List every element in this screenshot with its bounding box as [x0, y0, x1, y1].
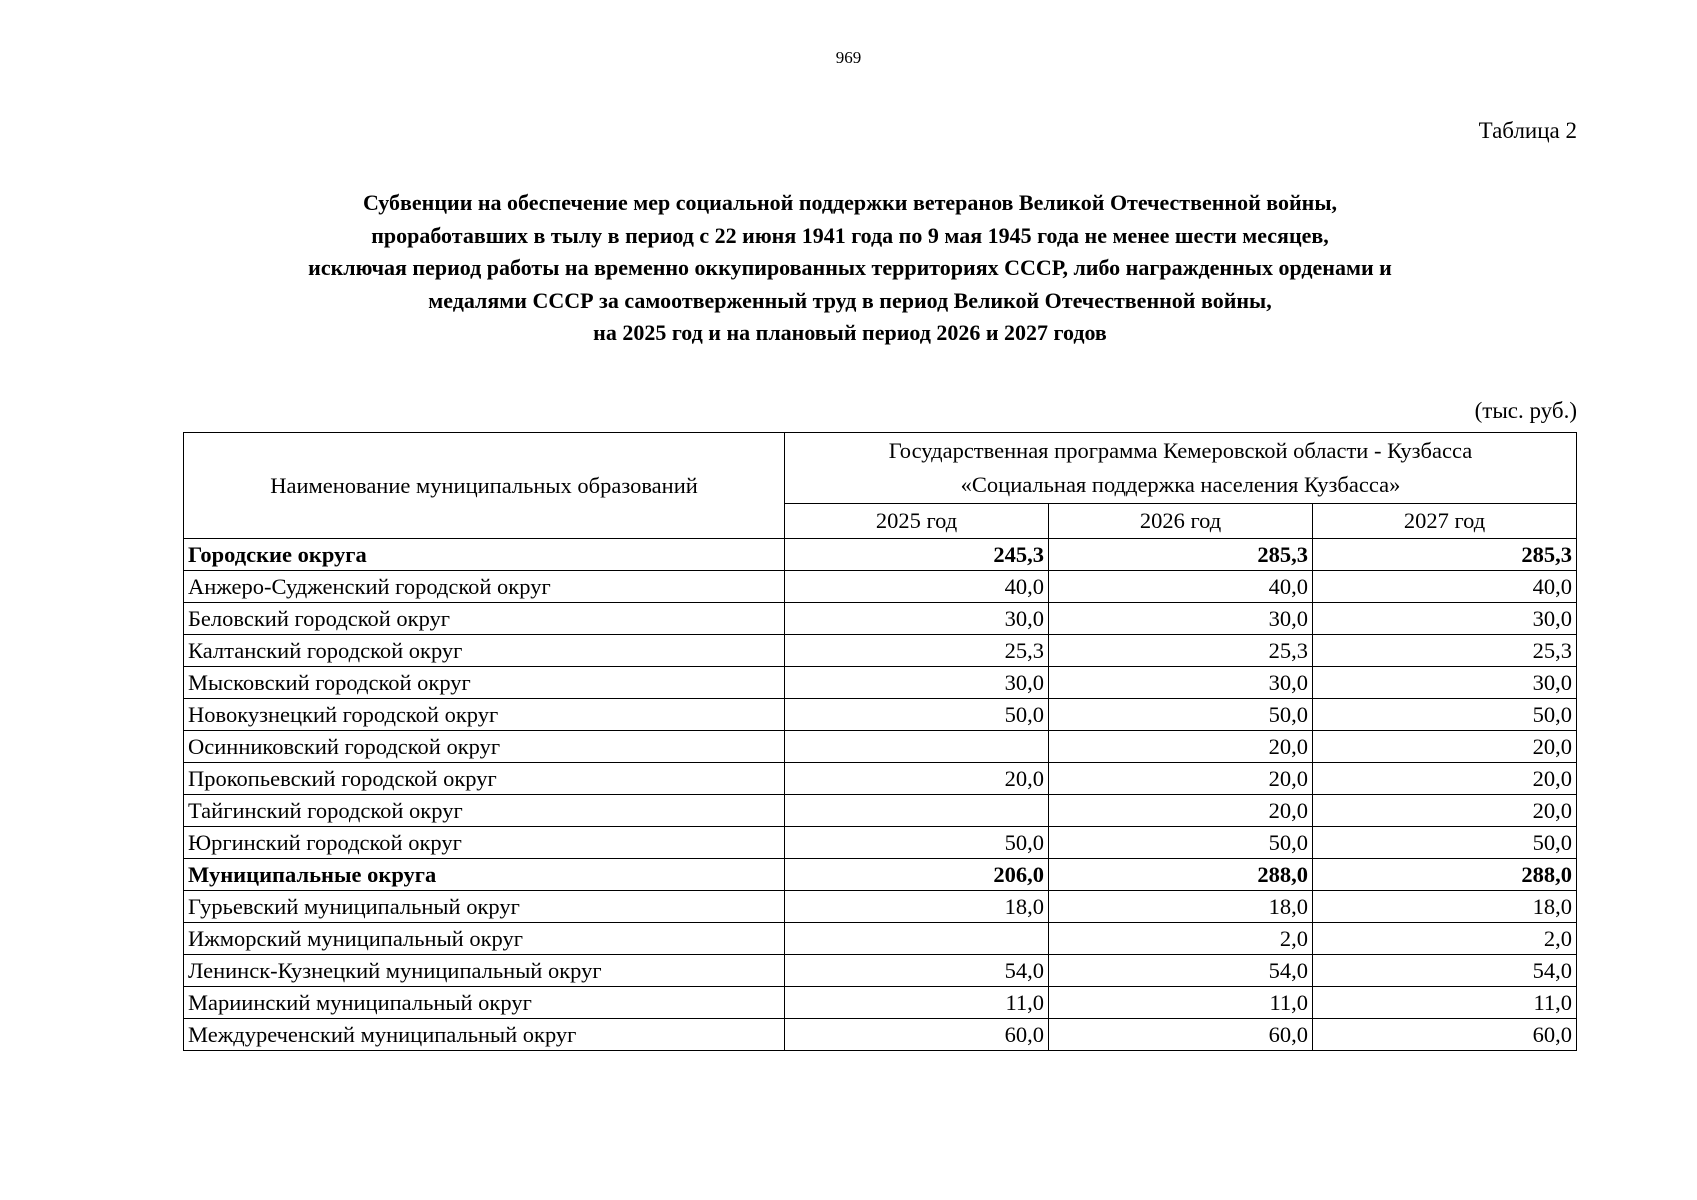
municipality-name-cell: Новокузнецкий городской округ — [184, 699, 785, 731]
value-2027-cell: 2,0 — [1313, 923, 1577, 955]
table-group-row — [184, 539, 1577, 571]
table-row — [184, 1019, 1577, 1051]
document-title — [150, 187, 1550, 350]
municipality-name-cell: Юргинский городской округ — [184, 827, 785, 859]
value-2025-cell: 18,0 — [785, 891, 1049, 923]
table-row — [184, 891, 1577, 923]
municipality-name-cell: Мысковский городской округ — [184, 667, 785, 699]
page-number: 969 — [835, 48, 862, 67]
municipality-name-cell: Калтанский городской округ — [184, 635, 785, 667]
year-header-2026: 2026 год — [1049, 504, 1313, 539]
program-header-line: Государственная программа Кемеровской области - Кузбасса — [888, 438, 1473, 463]
municipality-name-cell: Городские округа — [184, 539, 785, 571]
value-2026-cell: 50,0 — [1049, 827, 1313, 859]
value-2027-cell: 285,3 — [1313, 539, 1577, 571]
value-2025-cell: 206,0 — [785, 859, 1049, 891]
value-2027-cell: 25,3 — [1313, 635, 1577, 667]
value-2026-cell: 40,0 — [1049, 571, 1313, 603]
value-2027-cell: 60,0 — [1313, 1019, 1577, 1051]
value-2026-cell: 50,0 — [1049, 699, 1313, 731]
table-body — [184, 539, 1577, 1051]
value-2027-cell: 18,0 — [1313, 891, 1577, 923]
subvention-table — [183, 432, 1577, 1051]
value-2025-cell — [785, 795, 1049, 827]
table-label: Таблица 2 — [1478, 118, 1577, 143]
value-2027-cell: 30,0 — [1313, 603, 1577, 635]
program-column-header — [785, 433, 1577, 504]
municipality-name-cell: Муниципальные округа — [184, 859, 785, 891]
value-2027-cell: 50,0 — [1313, 699, 1577, 731]
year-header-2027: 2027 год — [1313, 504, 1577, 539]
municipality-name-cell: Междуреченский муниципальный округ — [184, 1019, 785, 1051]
municipality-name-cell: Осинниковский городской округ — [184, 731, 785, 763]
value-2026-cell: 30,0 — [1049, 667, 1313, 699]
value-2026-cell: 288,0 — [1049, 859, 1313, 891]
value-2026-cell: 20,0 — [1049, 731, 1313, 763]
title-line: проработавших в тылу в период с 22 июня 1941 года по 9 мая 1945 года не менее шести месяцев, — [371, 222, 1329, 248]
value-2025-cell: 60,0 — [785, 1019, 1049, 1051]
municipality-name-cell: Прокопьевский городской округ — [184, 763, 785, 795]
value-2026-cell: 2,0 — [1049, 923, 1313, 955]
table-row — [184, 955, 1577, 987]
value-2025-cell: 30,0 — [785, 603, 1049, 635]
table-row — [184, 699, 1577, 731]
value-2027-cell: 54,0 — [1313, 955, 1577, 987]
municipality-name-cell: Тайгинский городской округ — [184, 795, 785, 827]
municipality-name-cell: Мариинский муниципальный округ — [184, 987, 785, 1019]
value-2025-cell: 11,0 — [785, 987, 1049, 1019]
value-2027-cell: 20,0 — [1313, 763, 1577, 795]
value-2025-cell: 50,0 — [785, 699, 1049, 731]
table-row — [184, 571, 1577, 603]
value-2025-cell: 54,0 — [785, 955, 1049, 987]
value-2027-cell: 40,0 — [1313, 571, 1577, 603]
municipality-name-cell: Беловский городской округ — [184, 603, 785, 635]
value-2027-cell: 20,0 — [1313, 731, 1577, 763]
table-row — [184, 923, 1577, 955]
municipality-name-cell: Ижморский муниципальный округ — [184, 923, 785, 955]
value-2025-cell — [785, 731, 1049, 763]
municipality-name-cell: Анжеро-Судженский городской округ — [184, 571, 785, 603]
table-row — [184, 667, 1577, 699]
value-2027-cell: 20,0 — [1313, 795, 1577, 827]
year-header-2025: 2025 год — [785, 504, 1049, 539]
value-2027-cell: 30,0 — [1313, 667, 1577, 699]
value-2026-cell: 54,0 — [1049, 955, 1313, 987]
table-group-row — [184, 859, 1577, 891]
units-label: (тыс. руб.) — [1474, 398, 1577, 423]
table-row — [184, 763, 1577, 795]
value-2025-cell: 40,0 — [785, 571, 1049, 603]
value-2026-cell: 20,0 — [1049, 795, 1313, 827]
value-2027-cell: 288,0 — [1313, 859, 1577, 891]
value-2026-cell: 60,0 — [1049, 1019, 1313, 1051]
value-2025-cell: 25,3 — [785, 635, 1049, 667]
value-2025-cell — [785, 923, 1049, 955]
title-line: медалями СССР за самоотверженный труд в период Великой Отечественной войны, — [428, 287, 1272, 313]
value-2025-cell: 50,0 — [785, 827, 1049, 859]
municipality-name-cell: Ленинск-Кузнецкий муниципальный округ — [184, 955, 785, 987]
value-2026-cell: 30,0 — [1049, 603, 1313, 635]
value-2025-cell: 30,0 — [785, 667, 1049, 699]
table-row — [184, 731, 1577, 763]
value-2026-cell: 20,0 — [1049, 763, 1313, 795]
title-line: Субвенции на обеспечение мер социальной поддержки ветеранов Великой Отечественной войны, — [362, 190, 1338, 215]
table-row — [184, 987, 1577, 1019]
table-row — [184, 635, 1577, 667]
value-2026-cell: 18,0 — [1049, 891, 1313, 923]
value-2027-cell: 11,0 — [1313, 987, 1577, 1019]
value-2026-cell: 11,0 — [1049, 987, 1313, 1019]
value-2026-cell: 285,3 — [1049, 539, 1313, 571]
value-2026-cell: 25,3 — [1049, 635, 1313, 667]
table-row — [184, 827, 1577, 859]
title-line: на 2025 год и на плановый период 2026 и 2027 годов — [593, 320, 1107, 345]
program-header-line: «Социальная поддержка населения Кузбасса» — [960, 472, 1401, 497]
table-row — [184, 603, 1577, 635]
municipality-name-cell: Гурьевский муниципальный округ — [184, 891, 785, 923]
title-line: исключая период работы на временно оккупированных территориях СССР, либо награжденных орденами и — [308, 255, 1392, 280]
value-2025-cell: 20,0 — [785, 763, 1049, 795]
value-2025-cell: 245,3 — [785, 539, 1049, 571]
value-2027-cell: 50,0 — [1313, 827, 1577, 859]
table-row — [184, 795, 1577, 827]
name-column-header: Наименование муниципальных образований — [184, 433, 785, 539]
